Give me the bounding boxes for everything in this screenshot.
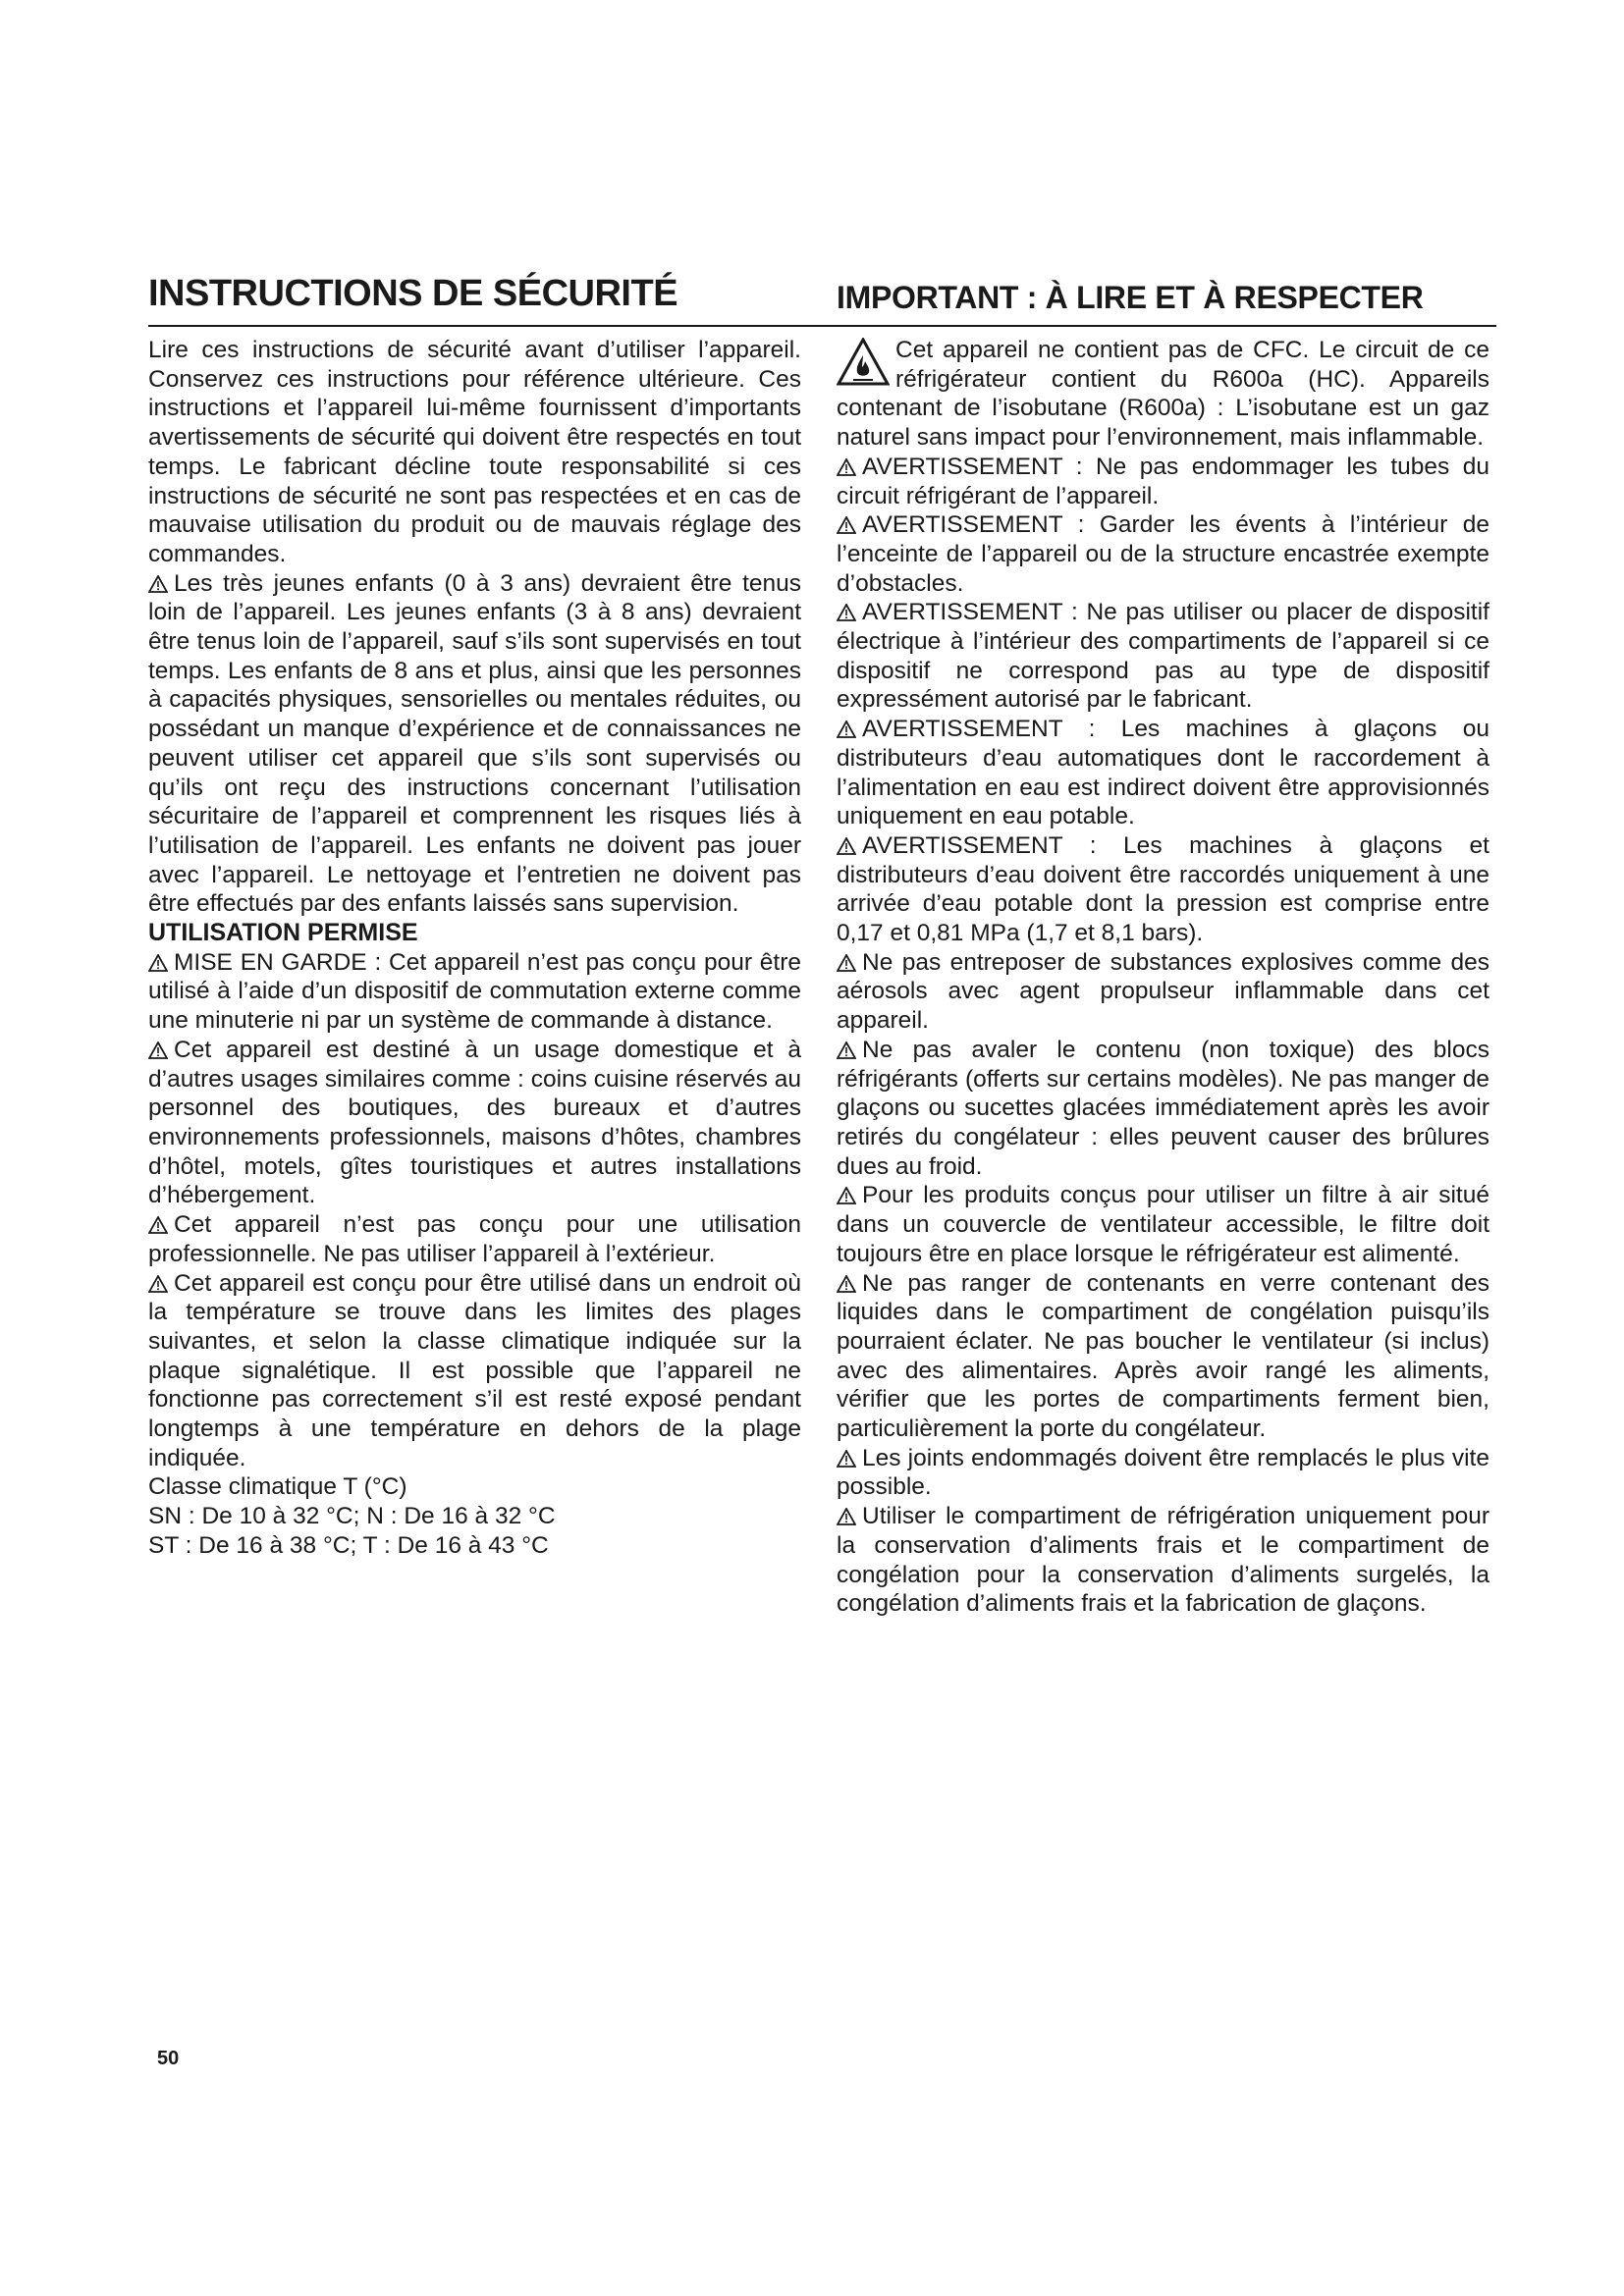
warning-seals-text: Les joints endommagés doivent être remplacés le plus vite possible.: [837, 1444, 1489, 1501]
right-column: [837, 336, 1489, 1619]
children-warning-text: Les très jeunes enfants (0 à 3 ans) devraient être tenus loin de l’appareil. Les jeunes enfants (3 à 8 ans) devraient être tenus loin de l’appareil, sauf s’ils sont supervisés en tout temps. Les enfants de 8 ans et plus, ainsi que les personnes à capacités physiques, sensorielles ou mentales réduites, ou possédant un manque d’expérience et de connaissances ne peuvent utiliser cet appareil que s’ils sont supervisés ou qu’ils ont reçu des instructions concernant l’utilisation sécuritaire de l’appareil et comprennent les risques liés à l’utilisation de l’appareil. Les enfants ne doivent pas jouer avec l’appareil. Le nettoyage et l’entretien ne doivent pas être effectués par des enfants laissés sans supervision.: [148, 569, 801, 918]
warning-triangle-icon: [837, 1041, 856, 1059]
warning-ice-packs-text: Ne pas avaler le contenu (non toxique) des blocs réfrigérants (offerts sur certains modèles). Ne pas manger de glaçons ou sucettes glacées immédiatement après les avoir retirés du congélateur : elles peuvent causer des brûlures dues au froid.: [837, 1036, 1489, 1180]
warning-vents-text: AVERTISSEMENT : Garder les évents à l’intérieur de l’enceinte de l’appareil ou de la structure encastrée exempte d’obstacles.: [837, 511, 1489, 597]
warning-triangle-icon: [148, 1216, 168, 1234]
climate-class-title: Classe climatique T (°C): [148, 1473, 407, 1501]
warning-compartment-use-text: Utiliser le compartiment de réfrigération uniquement pour la conservation d’aliments frais et le compartiment de congélation pour la conservation d’aliments surgelés, la congélation d’aliments frais et la fabrication de glaçons.: [837, 1503, 1489, 1618]
caution-timer: [148, 948, 801, 1036]
warning-glass-containers: [837, 1269, 1489, 1444]
refrigerant-info: [837, 336, 1489, 453]
warning-triangle-icon: [837, 837, 856, 855]
refrigerant-info-text: Cet appareil ne contient pas de CFC. Le circuit de ce réfrigérateur contient du R600a (HC). Appareils contenant de l’isobutane (R600a) : L’isobutane est un gaz naturel sans impact pour l’environnement, mais inflammable.: [837, 337, 1489, 452]
warning-seals: [837, 1444, 1489, 1502]
warning-potable-water: [837, 715, 1489, 831]
page-number: 50: [157, 2048, 180, 2069]
professional-use: [148, 1210, 801, 1268]
domestic-use-text: Cet appareil est destiné à un usage domestique et à d’autres usages similaires comme : coins cuisine réservés au personnel des boutiques, des bureaux et d’autres environnements professionnels, maisons d’hôtes, chambres d’hôtel, motels, gîtes touristiques et autres installations d’hébergement.: [148, 1036, 801, 1209]
warning-water-pressure-text: AVERTISSEMENT : Les machines à glaçons et distributeurs d’eau doivent être raccordés uniquement à une arrivée d’eau potable dont la pression est comprise entre 0,17 et 0,81 MPa (1,7 et 8,1 bars).: [837, 831, 1489, 947]
left-column: [148, 336, 801, 1561]
warning-triangle-icon: [837, 721, 856, 738]
page-title-important: IMPORTANT : À LIRE ET À RESPECTER: [837, 280, 1424, 315]
warning-triangle-icon: [837, 516, 856, 534]
page-title-safety: INSTRUCTIONS DE SÉCURITÉ: [148, 273, 678, 314]
warning-triangle-icon: [148, 954, 168, 972]
warning-glass-containers-text: Ne pas ranger de contenants en verre contenant des liquides dans le compartiment de congélation puisqu’ils pourraient éclater. Ne pas boucher le ventilateur (si inclus) avec des alimentaires. Après avoir rangé les aliments, vérifier que les portes de compartiments ferment bien, particulièrement la porte du congélateur.: [837, 1269, 1489, 1443]
heading-rule: [148, 325, 1496, 327]
warning-compartment-use: [837, 1502, 1489, 1619]
warning-triangle-icon: [837, 1275, 856, 1293]
warning-triangle-icon: [837, 1450, 856, 1468]
warning-triangle-icon: [148, 1275, 168, 1293]
left-heading-wrap: [148, 267, 801, 320]
warning-refrigerant-tubes-text: AVERTISSEMENT : Ne pas endommager les tubes du circuit réfrigérant de l’appareil.: [837, 453, 1489, 509]
warning-electrical-devices-text: AVERTISSEMENT : Ne pas utiliser ou placer de dispositif électrique à l’intérieur des compartiments de l’appareil si ce dispositif ne correspond pas au type de dispositif expressément autorisé par le fabricant.: [837, 599, 1489, 714]
warning-triangle-icon: [837, 1508, 856, 1525]
domestic-use: [148, 1036, 801, 1210]
warning-explosives: [837, 948, 1489, 1036]
climate-class-row: SN : De 10 à 32 °C; N : De 16 à 32 °C: [148, 1503, 556, 1530]
warning-water-pressure: [837, 831, 1489, 948]
temperature-range: [148, 1269, 801, 1473]
warning-vents: [837, 510, 1489, 598]
flammable-warning-icon: [837, 338, 890, 387]
warning-triangle-icon: [148, 1041, 168, 1059]
caution-timer-text: MISE EN GARDE : Cet appareil n’est pas conçu pour être utilisé à l’aide d’un dispositif de commutation externe comme une minuterie ni par un système de commande à distance.: [148, 948, 801, 1035]
children-warning: [148, 569, 801, 919]
warning-triangle-icon: [837, 1187, 856, 1204]
warning-refrigerant-tubes: [837, 453, 1489, 510]
warning-triangle-icon: [837, 458, 856, 476]
warning-triangle-icon: [837, 604, 856, 621]
warning-triangle-icon: [837, 954, 856, 972]
temperature-range-text: Cet appareil est conçu pour être utilisé dans un endroit où la température se trouve dans les limites des plages suivantes, et selon la classe climatique indiquée sur la plaque signalétique. Il est possible que l’appareil ne fonctionne pas correctement s’il est resté exposé pendant longtemps à une température en dehors de la plage indiquée.: [148, 1269, 801, 1471]
right-heading-wrap: [837, 267, 1496, 320]
warning-electrical-devices: [837, 598, 1489, 715]
warning-air-filter: [837, 1181, 1489, 1268]
warning-air-filter-text: Pour les produits conçus pour utiliser un filtre à air situé dans un couvercle de ventilateur accessible, le filtre doit toujours être en place lorsque le réfrigérateur est alimenté.: [837, 1182, 1489, 1267]
climate-class-row: ST : De 16 à 38 °C; T : De 16 à 43 °C: [148, 1531, 549, 1559]
intro-paragraph: Lire ces instructions de sécurité avant d’utiliser l’appareil. Conservez ces instructions pour référence ultérieure. Ces instructions et l’appareil lui-même fournissent d’importants avertissements de sécurité qui doivent être respectés en tout temps. Le fabricant décline toute responsabilité si ces instructions de sécurité ne sont pas respectées et en cas de mauvaise utilisation du produit ou de mauvais réglage des commandes.: [148, 337, 801, 567]
warning-triangle-icon: [148, 575, 168, 593]
warning-explosives-text: Ne pas entreposer de substances explosives comme des aérosols avec agent propulseur inflammable dans cet appareil.: [837, 948, 1489, 1035]
warning-ice-packs: [837, 1036, 1489, 1182]
section-heading-permitted-use: UTILISATION PERMISE: [148, 919, 418, 947]
professional-use-text: Cet appareil n’est pas conçu pour une utilisation professionnelle. Ne pas utiliser l’appareil à l’extérieur.: [148, 1211, 801, 1267]
warning-potable-water-text: AVERTISSEMENT : Les machines à glaçons ou distributeurs d’eau automatiques dont le raccordement à l’alimentation en eau est indirect doivent être approvisionnés uniquement en eau potable.: [837, 716, 1489, 830]
